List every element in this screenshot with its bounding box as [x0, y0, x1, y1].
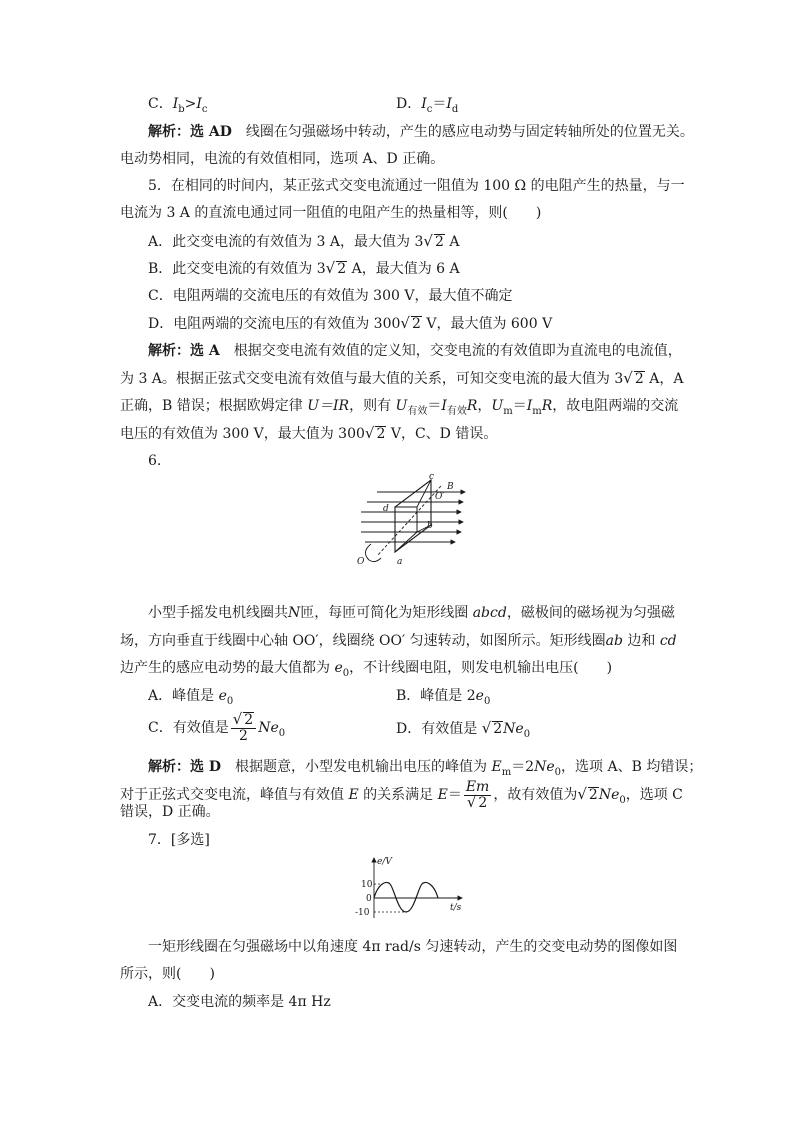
q4-option-c: C．$I_b>I_c$	[148, 96, 208, 115]
q5-option-a: A．此交变电流的有效值为 3 A，最大值为 3√ 2 A	[148, 232, 460, 250]
generator-coil-figure	[355, 470, 480, 572]
q5-analysis-line-3: 正确，B 错误；根据欧姆定律 U＝IR，则有 $U_{有效}=I_{有效}R$，$U_m=I_mR$，故电阻两端的交流	[120, 398, 679, 417]
graph-y-label: e/V	[377, 857, 392, 867]
q6-analysis-line-3: 错误，D 正确。	[120, 804, 220, 820]
q6-option-a: A．峰值是 $e_0$	[148, 688, 234, 707]
q7-stem-line-1: 一矩形线圈在匀强磁场中以角速度 4π rad/s 匀速转动，产生的交变电动势的图像如图	[148, 939, 678, 955]
q6-analysis-line-2: 对于正弦式交变电流，峰值与有效值 E 的关系满足 $E= \frac{Em}{√ 2}$ ，故有效值为√ $2Ne_0$，选项 C	[120, 778, 683, 811]
q6-number: 6.	[148, 453, 162, 469]
emf-time-graph	[352, 854, 470, 922]
q6-option-b: B．峰值是 $2e_0$	[396, 688, 491, 707]
figure-label-b: b	[427, 521, 433, 531]
q5-analysis-line-1: 解析：选 A 根据交变电流有效值的定义知，交变电流的有效值即为直流电的电流值，	[148, 343, 682, 359]
q6-analysis-line-1: 解析：选 D 根据题意，小型发电机输出电压的峰值为 $E_m=2Ne_0$，选项 A、B 均错误；	[148, 759, 703, 778]
q5-option-c: C．电阻两端的交流电压的有效值为 300 V，最大值不确定	[148, 288, 513, 304]
coil-side-face	[395, 507, 417, 552]
q6-stem-line-3: 边产生的感应电动势的最大值都为 $e_0$，不计线圈电阻，则发电机输出电压( )	[120, 660, 613, 679]
graph-y-tick-zero: 0	[366, 894, 372, 904]
q5-stem-line-2: 电流为 3 A 的直流电通过同一阻值的电阻产生的热量相等，则( )	[120, 205, 542, 221]
q5-option-b: B．此交变电流的有效值为 3√ 2 A，最大值为 6 A	[148, 259, 460, 277]
q5-analysis-line-4: 电压的有效值为 300 V，最大值为 300√ 2 V，C、D 错误。	[120, 424, 498, 442]
q7-stem-line-2: 所示，则( )	[120, 966, 215, 982]
figure-label-c: c	[429, 472, 435, 482]
coil-edge	[417, 480, 431, 507]
q4-analysis-line-1: 解析：选 AD 线圈在匀强磁场中转动，产生的感应电动势与固定转轴所处的位置无关。	[148, 124, 694, 140]
q7-option-a: A．交变电流的频率是 4π Hz	[148, 994, 331, 1010]
q6-option-c: C．有效值是 $\frac{√ 2}{2}$ $Ne_0$	[148, 710, 286, 744]
q4-option-d: D．$I_c=I_d$	[396, 96, 459, 115]
figure-label-O: O	[357, 557, 365, 567]
q5-analysis-line-2: 为 3 A。根据正弦式交变电流有效值与最大值的关系，可知交变电流的最大值为 3√ 2 A，A	[120, 369, 684, 387]
figure-label-O-prime: O′	[435, 492, 445, 502]
q6-option-d: D．有效值是 √ $2Ne_0$	[396, 719, 531, 740]
graph-x-label: t/s	[450, 903, 462, 913]
q5-stem-line-1: 5．在相同的时间内，某正弦式交变电流通过一阻值为 100 Ω 的电阻产生的热量，与一	[148, 178, 685, 194]
q7-number: 7．[多选]	[148, 832, 210, 848]
q5-option-d: D．电阻两端的交流电压的有效值为 300√ 2 V，最大值为 600 V	[148, 314, 553, 332]
emf-curve	[374, 883, 438, 912]
graph-y-tick-top: 10	[361, 880, 373, 890]
q4-analysis-line-2: 电动势相同，电流的有效值相同，选项 A、D 正确。	[120, 151, 445, 167]
figure-label-d: d	[383, 504, 389, 514]
q6-stem-line-1: 小型手摇发电机线圈共N匝，每匝可简化为矩形线圈 abcd，磁极间的磁场视为匀强磁	[148, 605, 675, 621]
rotation-arrow	[365, 544, 381, 562]
figure-label-B: B	[447, 482, 454, 492]
figure-label-a: a	[397, 557, 403, 567]
graph-y-tick-bottom: -10	[355, 908, 370, 918]
q6-stem-line-2: 场，方向垂直于线圈中心轴 OO′，线圈绕 OO′ 匀速转动，如图所示。矩形线圈ab 边和 cd	[120, 633, 677, 649]
